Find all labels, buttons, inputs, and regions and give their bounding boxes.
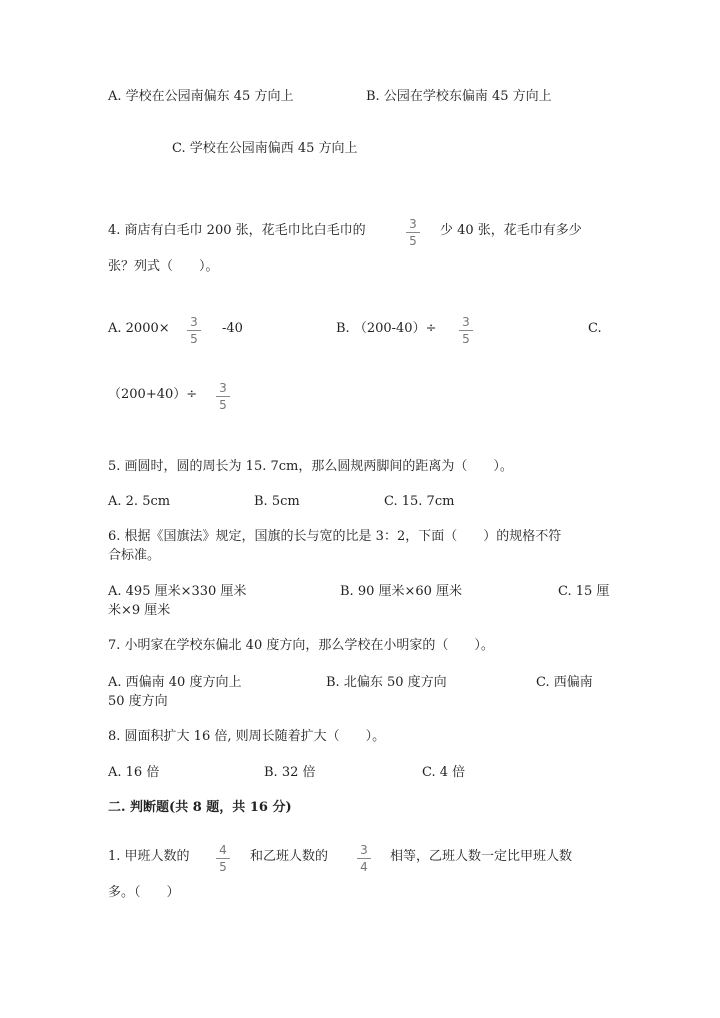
q4-option-a-post: -40 — [222, 321, 243, 336]
q4-option-a-pre: A. 2000× — [108, 321, 170, 336]
q4-option-b-pre: B. （200-40）÷ — [336, 321, 437, 336]
fraction-numerator: 3 — [409, 217, 417, 231]
q8-stem: 8. 圆面积扩大 16 倍, 则周长随着扩大（ ）。 — [108, 729, 386, 744]
section-heading: 二. 判断题(共 8 题，共 16 分) — [108, 800, 292, 815]
q4-stem-part2: 少 40 张，花毛巾有多少 — [440, 223, 582, 238]
q4-option-a-fraction — [186, 316, 202, 345]
fraction-denominator: 5 — [190, 332, 198, 346]
fraction-bar — [216, 396, 230, 397]
fraction-numerator: 3 — [462, 315, 470, 329]
fraction-numerator: 3 — [360, 843, 368, 857]
fraction-bar — [216, 858, 230, 859]
fraction-numerator: 3 — [190, 315, 198, 329]
q7-stem: 7. 小明家在学校东偏北 40 度方向，那么学校在小明家的（ ）。 — [108, 638, 494, 653]
q4-stem-line2: 张？列式（ ）。 — [108, 259, 219, 274]
fraction-denominator: 5 — [409, 234, 417, 248]
j1-line2: 多。（ ） — [108, 885, 180, 900]
q8-option-a: A. 16 倍 — [108, 765, 160, 780]
j1-part2: 和乙班人数的 — [250, 849, 329, 864]
q4-option-c-fraction — [215, 382, 231, 411]
q7-option-a: A. 西偏南 40 度方向上 — [108, 675, 242, 690]
j1-part3: 相等，乙班人数一定比甲班人数 — [390, 849, 573, 864]
q3-option-c: C. 学校在公园南偏西 45 方向上 — [172, 141, 358, 156]
fraction-bar — [357, 858, 371, 859]
q6-stem-line2: 合标准。 — [108, 548, 161, 563]
q4-option-b-fraction — [458, 316, 474, 345]
fraction-bar — [459, 330, 473, 331]
j1-fraction-1 — [215, 844, 231, 873]
q4-option-c-label: C. — [588, 321, 602, 336]
fraction-denominator: 4 — [360, 860, 368, 874]
q7-option-c-line1: C. 西偏南 — [536, 675, 593, 690]
q8-option-c: C. 4 倍 — [422, 765, 466, 780]
q4-stem-fraction — [405, 218, 421, 247]
q6-option-c-line1: C. 15 厘 — [558, 584, 610, 599]
q5-option-a: A. 2. 5cm — [108, 494, 171, 509]
q3-option-b: B. 公园在学校东偏南 45 方向上 — [366, 89, 552, 104]
q5-option-b: B. 5cm — [254, 494, 300, 509]
q6-stem-line1: 6. 根据《国旗法》规定，国旗的长与宽的比是 3：2，下面（ ）的规格不符 — [108, 529, 562, 544]
q3-option-a: A. 学校在公园南偏东 45 方向上 — [108, 89, 294, 104]
q7-option-c-line2: 50 度方向 — [108, 694, 168, 709]
j1-fraction-2 — [356, 844, 372, 873]
fraction-bar — [406, 232, 420, 233]
q6-option-c-line2: 米×9 厘米 — [108, 603, 171, 618]
fraction-denominator: 5 — [219, 860, 227, 874]
j1-part1: 1. 甲班人数的 — [108, 849, 190, 864]
q6-option-b: B. 90 厘米×60 厘米 — [340, 584, 463, 599]
fraction-denominator: 5 — [462, 332, 470, 346]
q5-option-c: C. 15. 7cm — [384, 494, 455, 509]
fraction-numerator: 3 — [219, 381, 227, 395]
q4-option-c-pre: （200+40）÷ — [108, 387, 198, 402]
q7-option-b: B. 北偏东 50 度方向 — [326, 675, 447, 690]
fraction-bar — [187, 330, 201, 331]
q4-stem-part1: 4. 商店有白毛巾 200 张，花毛巾比白毛巾的 — [108, 223, 366, 238]
q8-option-b: B. 32 倍 — [264, 765, 316, 780]
fraction-denominator: 5 — [219, 398, 227, 412]
fraction-numerator: 4 — [219, 843, 227, 857]
q5-stem: 5. 画圆时，圆的周长为 15. 7cm，那么圆规两脚间的距离为（ ）。 — [108, 459, 513, 474]
q6-option-a: A. 495 厘米×330 厘米 — [108, 584, 247, 599]
